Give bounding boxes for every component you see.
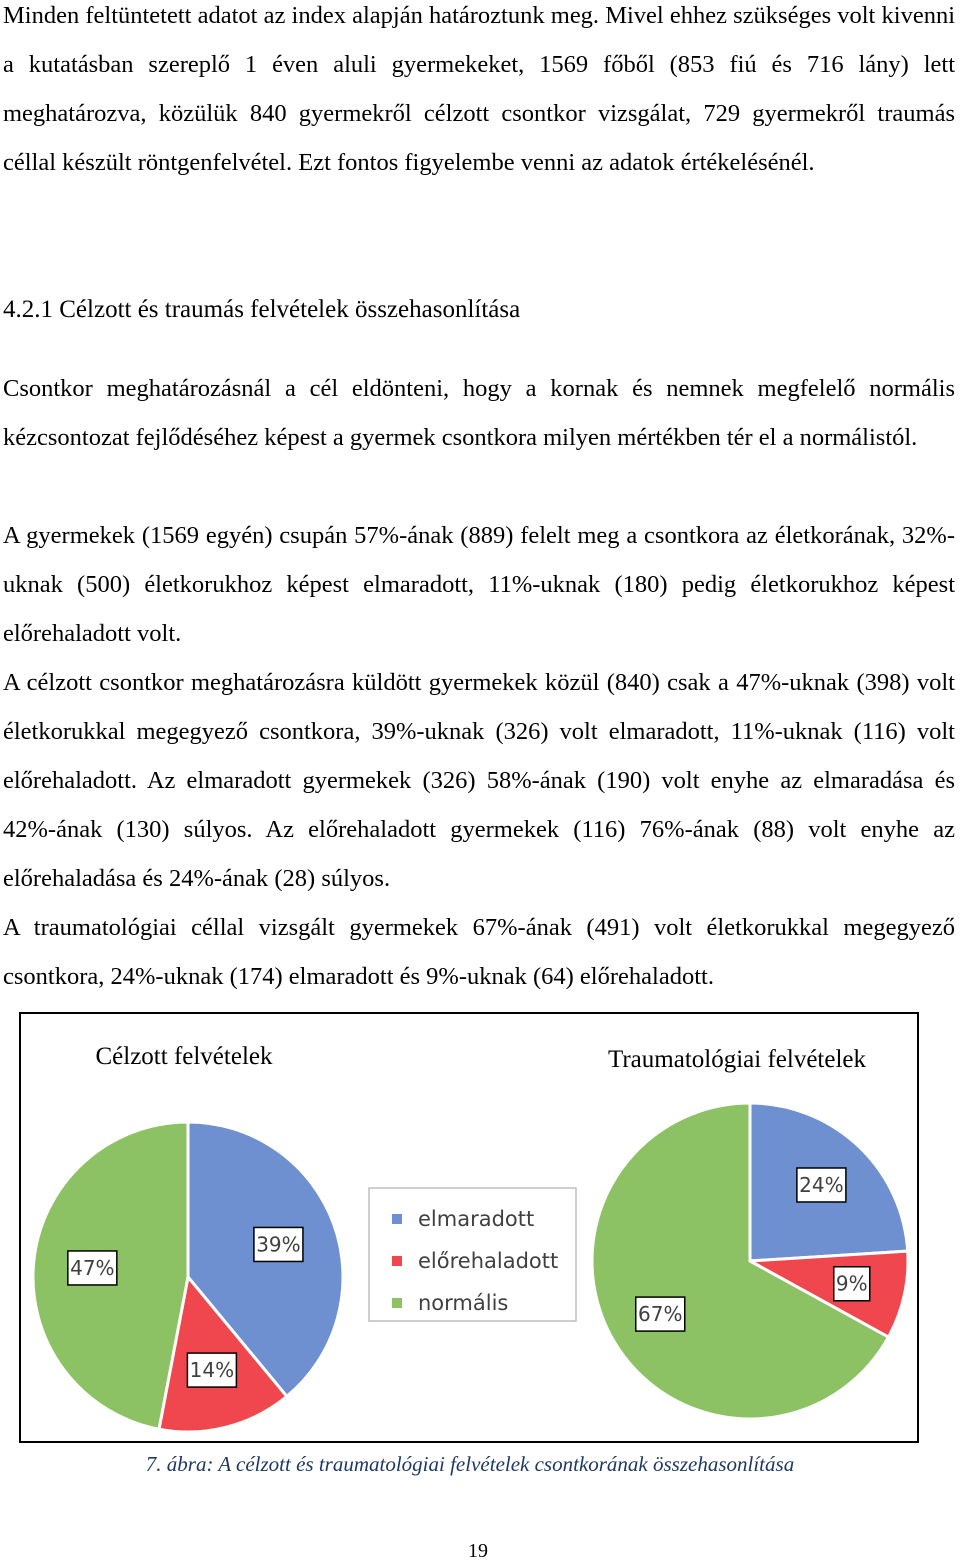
chart-title-trauma: Traumatológiai felvételek <box>607 1046 867 1073</box>
legend <box>369 1188 576 1321</box>
data-label: 9% <box>835 1271 868 1296</box>
pie-chart-trauma <box>592 1103 908 1419</box>
legend-swatch-elmaradott <box>392 1214 402 1224</box>
targeted-results-paragraph: A célzott csontkor meghatározásra küldött gyermekek közül (840) csak a 47%-uknak (398) volt életkorukkal megegyező csontkora, 39%-uknak (326) volt elmaradott, 11%-uknak (116) volt előrehaladott. Az elmaradott gyermekek (326) 58%-ának (190) volt enyhe az elmaradása és 42%-ának (130) súlyos. Az előrehaladott gyermekek (116) 76%-ának (88) volt enyhe az előrehaladása és 24%-ának (28) súlyos. <box>3 669 955 892</box>
pie-chart-targeted <box>33 1122 343 1432</box>
legend-label-elmaradott: elmaradott <box>418 1207 535 1231</box>
data-label: 14% <box>189 1358 235 1383</box>
trauma-results-paragraph: A traumatológiai céllal vizsgált gyermekek 67%-ának (491) volt életkorukkal megegyező csontkora, 24%-uknak (174) elmaradott és 9%-uknak (64) előrehaladott. <box>3 914 955 990</box>
legend-label-elorehaladott: előrehaladott <box>418 1249 559 1273</box>
page-number: 19 <box>468 1540 488 1562</box>
overall-results-paragraph: A gyermekek (1569 egyén) csupán 57%-ának (889) felelt meg a csontkora az életkorának, 32%-uknak (500) életkorukhoz képest elmaradott, 11%-uknak (180) pedig életkorukhoz képest előrehaladott volt. <box>3 522 955 647</box>
chart-title-targeted: Célzott felvételek <box>95 1043 273 1070</box>
data-label: 67% <box>638 1302 683 1327</box>
legend-swatch-normalis <box>392 1298 402 1308</box>
pie-charts-svg <box>21 1014 919 1443</box>
data-label: 39% <box>256 1232 301 1257</box>
definition-paragraph: Csontkor meghatározásnál a cél eldönteni, hogy a kornak és nemnek megfelelő normális kézcsontozat fejlődéséhez képest a gyermek csontkora milyen mértékben tér el a normálistól. <box>3 375 955 451</box>
intro-paragraph: Minden feltüntetett adatot az index alapján határoztunk meg. Mivel ehhez szükséges volt kivenni a kutatásban szereplő 1 éven aluli gyermekeket, 1569 főből (853 fiú és 716 lány) lett meghatározva, közülük 840 gyermekről célzott csontkor vizsgálat, 729 gyermekről traumás céllal készült röntgenfelvétel. Ezt fontos figyelembe venni az adatok értékelésénél. <box>3 2 955 176</box>
legend-swatch-elorehaladott <box>392 1256 402 1266</box>
data-label: 47% <box>70 1255 115 1280</box>
data-label: 24% <box>799 1172 844 1197</box>
legend-label-normalis: normális <box>418 1291 509 1315</box>
section-heading: 4.2.1 Célzott és traumás felvételek összehasonlítása <box>3 296 521 323</box>
figure-caption: 7. ábra: A célzott és traumatológiai felvételek csontkorának összehasonlítása <box>145 1452 795 1476</box>
pie-charts-figure <box>19 1012 919 1443</box>
